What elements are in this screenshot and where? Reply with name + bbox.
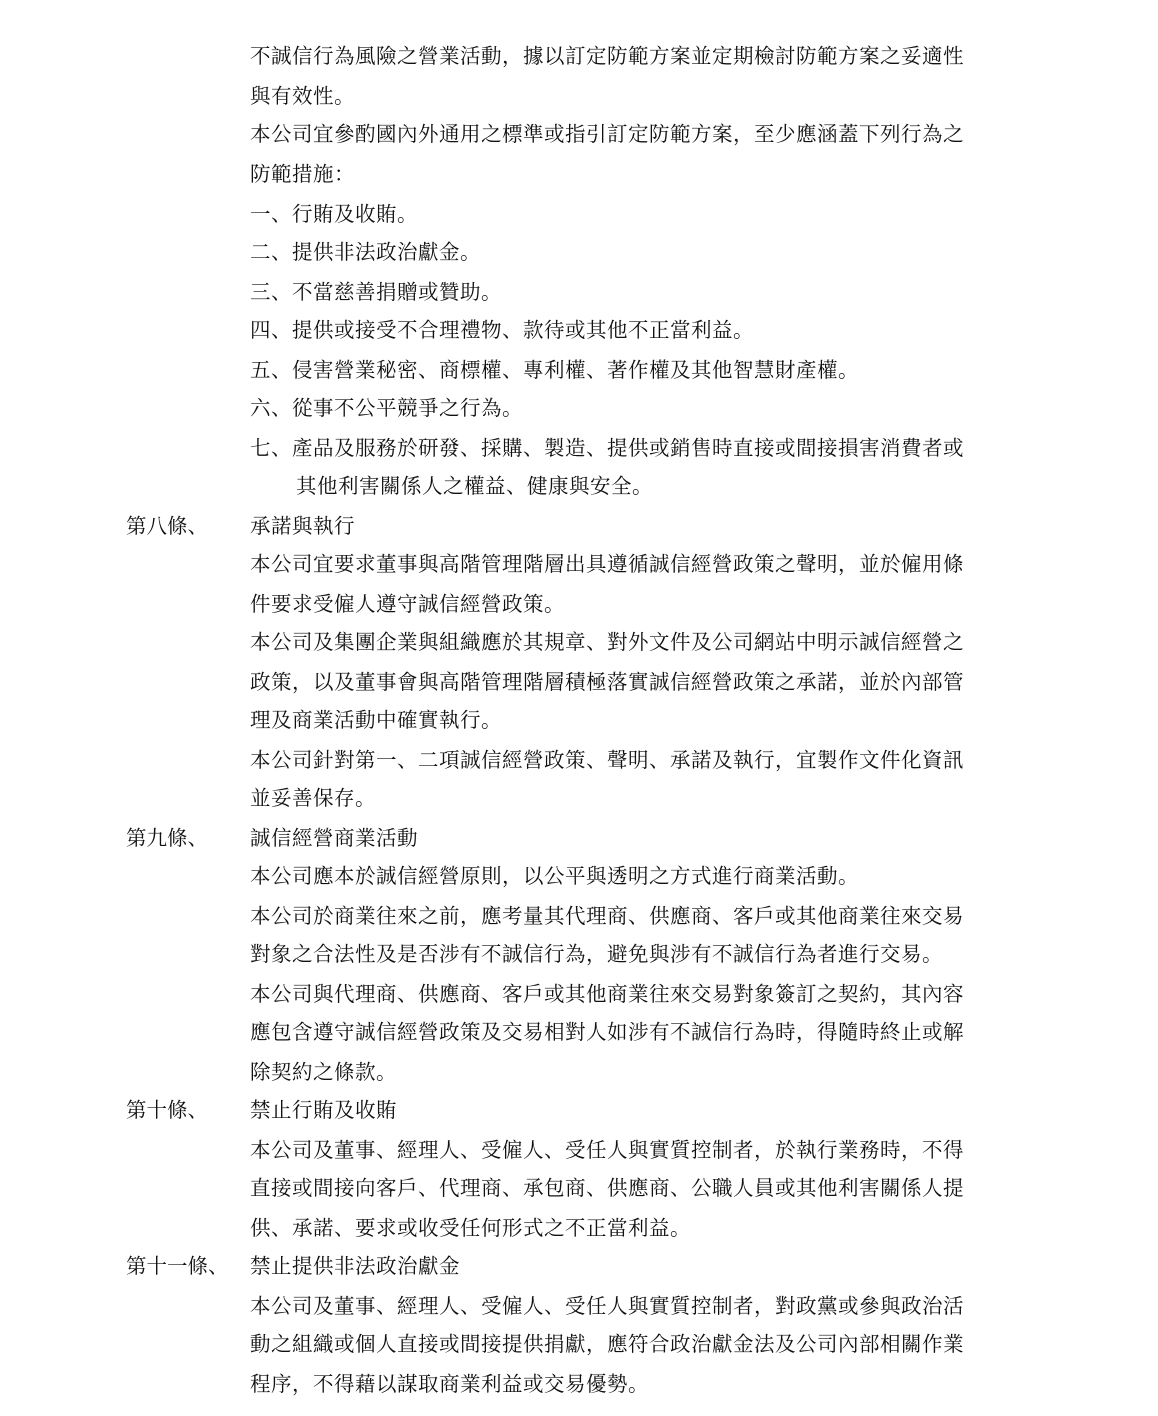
body-line: 供、承諾、要求或收受任何形式之不正當利益。 — [250, 1216, 691, 1240]
list-item: 二、提供非法政治獻金。 — [250, 240, 481, 264]
article-label: 第八條、 — [126, 514, 208, 538]
body-line: 政策，以及董事會與高階管理階層積極落實誠信經營政策之承諾，並於內部管 — [250, 670, 964, 694]
list-item: 四、提供或接受不合理禮物、款待或其他不正當利益。 — [250, 318, 754, 342]
body-line: 本公司與代理商、供應商、客戶或其他商業往來交易對象簽訂之契約，其內容 — [250, 982, 964, 1006]
article-label: 第十一條、 — [126, 1254, 229, 1278]
body-line: 理及商業活動中確實執行。 — [250, 708, 502, 732]
body-line: 不誠信行為風險之營業活動，據以訂定防範方案並定期檢討防範方案之妥適性 — [250, 44, 964, 68]
body-line: 防範措施： — [250, 162, 355, 186]
list-item-continuation: 其他利害關係人之權益、健康與安全。 — [296, 474, 653, 498]
list-item: 一、行賄及收賄。 — [250, 202, 418, 226]
body-line: 除契約之條款。 — [250, 1060, 397, 1084]
body-line: 本公司於商業往來之前，應考量其代理商、供應商、客戶或其他商業往來交易 — [250, 904, 964, 928]
body-line: 本公司應本於誠信經營原則，以公平與透明之方式進行商業活動。 — [250, 864, 859, 888]
body-line: 應包含遵守誠信經營政策及交易相對人如涉有不誠信行為時，得隨時終止或解 — [250, 1020, 964, 1044]
article-title: 承諾與執行 — [250, 514, 355, 538]
body-line: 本公司針對第一、二項誠信經營政策、聲明、承諾及執行，宜製作文件化資訊 — [250, 748, 964, 772]
article-title: 禁止行賄及收賄 — [250, 1098, 397, 1122]
list-item: 五、侵害營業秘密、商標權、專利權、著作權及其他智慧財產權。 — [250, 358, 859, 382]
body-line: 本公司及董事、經理人、受僱人、受任人與實質控制者，於執行業務時，不得 — [250, 1138, 964, 1162]
article-title: 禁止提供非法政治獻金 — [250, 1254, 460, 1278]
body-line: 件要求受僱人遵守誠信經營政策。 — [250, 592, 565, 616]
body-line: 並妥善保存。 — [250, 786, 376, 810]
body-line: 直接或間接向客戶、代理商、承包商、供應商、公職人員或其他利害關係人提 — [250, 1176, 964, 1200]
body-line: 對象之合法性及是否涉有不誠信行為，避免與涉有不誠信行為者進行交易。 — [250, 942, 943, 966]
list-item: 七、產品及服務於研發、採購、製造、提供或銷售時直接或間接損害消費者或 — [250, 436, 964, 460]
body-line: 本公司宜要求董事與高階管理階層出具遵循誠信經營政策之聲明，並於僱用條 — [250, 552, 964, 576]
article-title: 誠信經營商業活動 — [250, 826, 418, 850]
list-item: 六、從事不公平競爭之行為。 — [250, 396, 523, 420]
article-label: 第十條、 — [126, 1098, 208, 1122]
body-line: 與有效性。 — [250, 84, 355, 108]
body-line: 本公司及集團企業與組織應於其規章、對外文件及公司網站中明示誠信經營之 — [250, 630, 964, 654]
list-item: 三、不當慈善捐贈或贊助。 — [250, 280, 502, 304]
body-line: 本公司宜參酌國內外通用之標準或指引訂定防範方案，至少應涵蓋下列行為之 — [250, 122, 964, 146]
body-line: 程序，不得藉以謀取商業利益或交易優勢。 — [250, 1372, 649, 1396]
article-label: 第九條、 — [126, 826, 208, 850]
body-line: 本公司及董事、經理人、受僱人、受任人與實質控制者，對政黨或參與政治活 — [250, 1294, 964, 1318]
body-line: 動之組織或個人直接或間接提供捐獻，應符合政治獻金法及公司內部相關作業 — [250, 1332, 964, 1356]
